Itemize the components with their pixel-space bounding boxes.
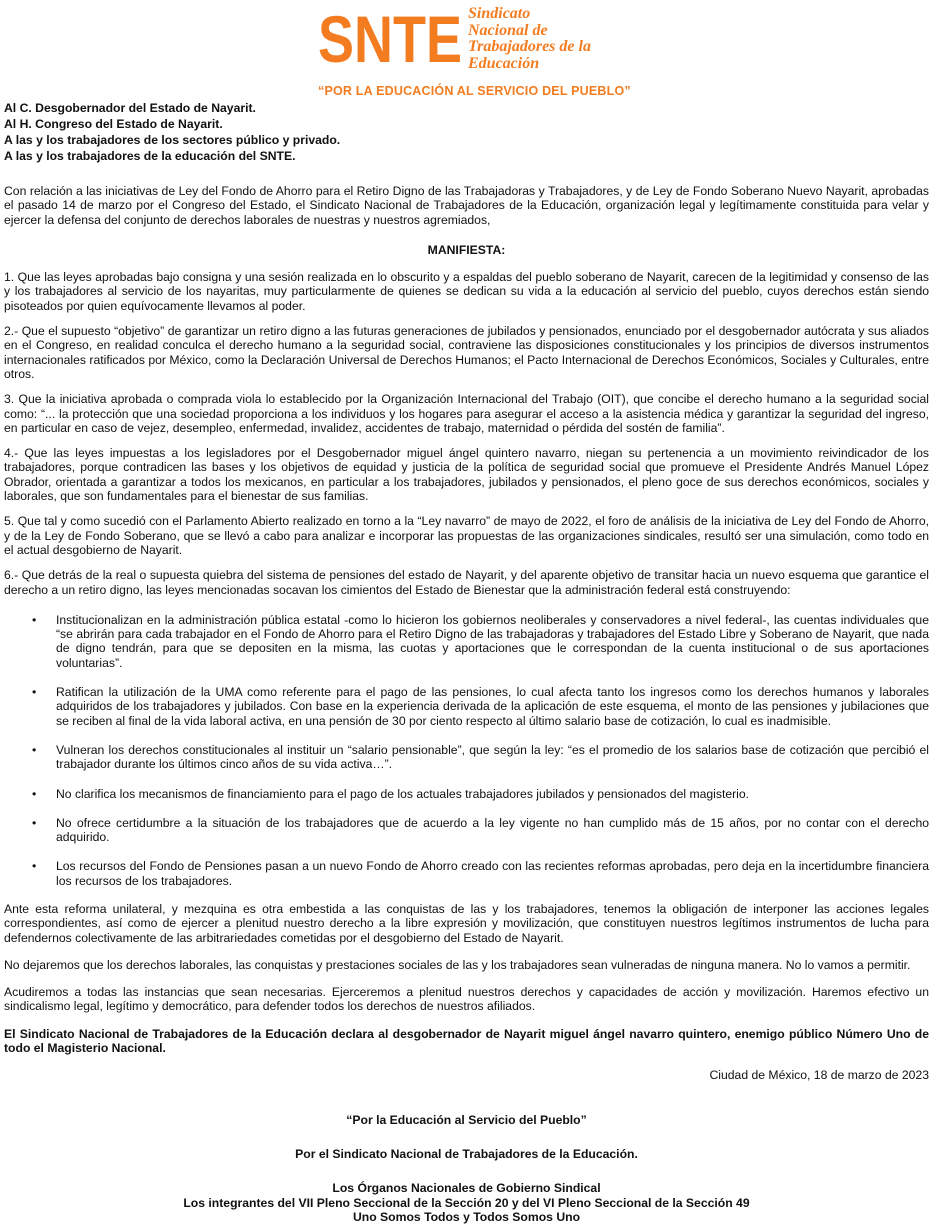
bullet-icon: •: [32, 742, 37, 757]
org-name-line: Sindicato: [468, 5, 531, 22]
list-item: [4, 816, 929, 845]
bullet-icon: •: [32, 815, 37, 830]
declaration-paragraph: El Sindicato Nacional de Trabajadores de la Educación declara al desgobernador de Nayarit miguel ángel navarro quintero, enemigo público Número Uno de todo el Magisterio Nacional.: [4, 1026, 929, 1056]
closing-paragraph: Ante esta reforma unilateral, y mezquina es otra embestida a las conquistas de las y los trabajadores, tenemos la obligación de interponer las acciones legales correspondientes, así como de ejercer a plenitud nuestro derecho a la libre expresión y movilización, que constituyen nuestros legítimos instrumentos de lucha para defendernos colectivamente de las arbitrariedades cometidas por el desgobierno del Estado de Nayarit.: [4, 901, 929, 945]
org-name-line: Educación: [468, 54, 540, 72]
addressee: Al C. Desgobernador del Estado de Nayarit.: [4, 101, 256, 115]
bullet-icon: •: [32, 685, 37, 700]
footer-line: Los integrantes del VII Pleno Seccional de la Sección 20 y del VI Pleno Seccional de la Sección 49: [183, 1195, 750, 1210]
footer-line: Uno Somos Todos y Todos Somos Uno: [352, 1209, 581, 1224]
org-name-line: Trabajadores de la: [468, 38, 591, 55]
list-item: [4, 859, 929, 888]
bullet-list: [4, 613, 929, 888]
bullet-icon: •: [32, 786, 37, 801]
list-item-text: Vulneran los derechos constitucionales al instituir un “salario pensionable”, que según la ley: “es el promedio de los salarios base de cotización que percibió el trabajador durante los últimos cinco años de su vida activa…”.: [56, 742, 929, 772]
signature-block: [4, 1113, 929, 1224]
addressee-list: [4, 100, 340, 164]
intro-paragraph: Con relación a las iniciativas de Ley del Fondo de Ahorro para el Retiro Digno de las Trabajadoras y Trabajadores, y de Ley de Fondo Soberano Nuevo Nayarit, aprobadas el pasado 14 de marzo por el Congreso del Estado, el Sindicato Nacional de Trabajadores de la Educación, organización legal y legítimamente constituida para velar y ejercer la defensa del conjunto de derechos laborales de nuestras y nuestros agremiados,: [4, 184, 929, 227]
list-item-text: Los recursos del Fondo de Pensiones pasan a un nuevo Fondo de Ahorro creado con las recientes reformas aprobadas, pero deja en la incertidumbre financiera los recursos de los trabajadores.: [56, 859, 929, 888]
point-paragraph: 4.- Que las leyes impuestas a los legisladores por el Desgobernador miguel ángel quintero navarro, niegan su pertenencia a un movimiento reivindicador de los trabajadores, porque contradicen las bases y los objetivos de equidad y justicia de la política de seguridad social que promueve el Presidente Andrés Manuel López Obrador, orientada a garantizar a todos los mexicanos, en particular a los trabajadores, jubilados y pensionados, el pleno goce de sus derechos económicos, sociales y laborales, que son fundamentales para el bienestar de sus familias.: [4, 446, 929, 504]
closing-paragraph: No dejaremos que los derechos laborales, las conquistas y prestaciones sociales de las y los trabajadores sean vulneradas de ninguna manera. No lo vamos a permitir.: [4, 957, 911, 972]
footer-slogan: “Por la Educación al Servicio del Pueblo”: [346, 1112, 587, 1127]
snte-logo: [318, 4, 628, 84]
point-paragraph: 1. Que las leyes aprobadas bajo consigna y una sesión realizada en lo obscurito y a espaldas del pueblo soberano de Nayarit, carecen de la legitimidad y consenso de las y los trabajadores al servicio de los nayaritas, muy particularmente de quienes se dedican su vida a la educación al servicio del pueblo, cuyos derechos están siendo pisoteados por quien equívocamente llevamos al poder.: [4, 270, 929, 313]
list-item: [4, 613, 929, 670]
footer-line: Los Órganos Nacionales de Gobierno Sindical: [332, 1181, 601, 1196]
snte-logo-mark: [318, 4, 464, 68]
list-item-text: No clarifica los mecanismos de financiamiento para el pago de los actuales trabajadores jubilados y pensionados del magisterio.: [56, 786, 750, 801]
list-item-text: Institucionalizan en la administración pública estatal -como lo hicieron los gobiernos neoliberales y conservadores a nivel federal-, las cuentas individuales que “se abrirán para cada trabajador en el Fondo de Ahorro para el Retiro Digno de las trabajadoras y trabajadores del Estado Libre y Soberano de Nayarit, que nada de digno tendrán, para que se depositen en la misma, las cuotas y aportaciones que le correspondan de la cuenta institucional o de sus aportaciones voluntarias”.: [56, 612, 929, 670]
org-name-line: Nacional de: [468, 21, 548, 39]
point-paragraph: 5. Que tal y como sucedió con el Parlamento Abierto realizado en torno a la “Ley navarro” de mayo de 2022, el foro de análisis de la iniciativa de Ley del Fondo de Ahorro, y de la Ley de Fondo Soberano, que se llevó a cabo para analizar e incorporar las propuestas de las organizaciones sindicales, resultó ser una simulación, como todo en el actual desgobierno de Nayarit.: [4, 514, 929, 557]
point-paragraph: 3. Que la iniciativa aprobada o comprada viola lo establecido por la Organización Internacional del Trabajo (OIT), que concibe el derecho humano a la seguridad social como: “... la protección que una sociedad proporciona a los individuos y los hogares para asegurar el acceso a la asistencia médica y garantizar la seguridad del ingreso, en particular en caso de vejez, desempleo, enfermedad, invalidez, accidentes de trabajo, maternidad o pérdida del sostén de familia”.: [4, 392, 929, 435]
footer-signer: Por el Sindicato Nacional de Trabajadores de la Educación.: [295, 1146, 638, 1161]
addressee: A las y los trabajadores de los sectores público y privado.: [4, 133, 341, 147]
date-line: Ciudad de México, 18 de marzo de 2023: [709, 1068, 929, 1083]
bullet-icon: •: [32, 612, 37, 627]
bullet-icon: •: [32, 859, 37, 874]
list-item: [4, 685, 929, 728]
header-slogan: “POR LA EDUCACIÓN AL SERVICIO DEL PUEBLO”: [318, 84, 631, 98]
list-item-text: Ratifican la utilización de la UMA como referente para el pago de las pensiones, lo cual afecta tanto los ingresos como los derechos humanos y laborales adquiridos de los trabajadores y jubilados. Con base en la experiencia derivada de la aplicación de este esquema, el monto de las pensiones y jubilaciones que se reciben al final de la vida laboral activa, en una pensión de 30 por ciento respecto al último salario base de cotización, lo cual es inadmisible.: [56, 685, 929, 728]
manifiesta-heading: MANIFIESTA:: [427, 242, 506, 257]
org-name: [468, 6, 633, 72]
addressee: Al H. Congreso del Estado de Nayarit.: [4, 117, 223, 131]
point-paragraph: 2.- Que el supuesto “objetivo” de garantizar un retiro digno a las futuras generaciones de jubilados y pensionados, enunciado por el desgobernador autócrata y sus aliados en el Congreso, en realidad conculca el derecho humano a la seguridad social, contraviene las disposiciones constitucionales y los principios de diversos instrumentos internacionales ratificados por México, como la Declaración Universal de Derechos Humanos; el Pacto Internacional de Derechos Económicos, Sociales y Culturales, entre otros.: [4, 324, 929, 381]
snte-logo-letters: SNTE: [318, 4, 462, 68]
point-paragraph: 6.- Que detrás de la real o supuesta quiebra del sistema de pensiones del estado de Nayarit, y del aparente objetivo de transitar hacia un nuevo esquema que garantice el derecho a un retiro digno, las leyes mencionadas socavan los cimientos del Estado de Bienestar que la administración federal está construyendo:: [4, 568, 929, 597]
closing-paragraph: Acudiremos a todas las instancias que sean necesarias. Ejerceremos a plenitud nuestros derechos y capacidades de acción y movilización. Haremos efectivo un sindicalismo legal, legítimo y democrático, para defender todos los derechos de nuestros afiliados.: [4, 985, 929, 1014]
list-item: [4, 743, 929, 772]
letter-body: [4, 184, 929, 1224]
list-item-text: No ofrece certidumbre a la situación de los trabajadores que de acuerdo a la ley vigente no han cumplido más de 15 años, por no contar con el derecho adquirido.: [56, 815, 929, 845]
list-item: [4, 787, 929, 801]
addressee: A las y los trabajadores de la educación del SNTE.: [4, 149, 296, 163]
